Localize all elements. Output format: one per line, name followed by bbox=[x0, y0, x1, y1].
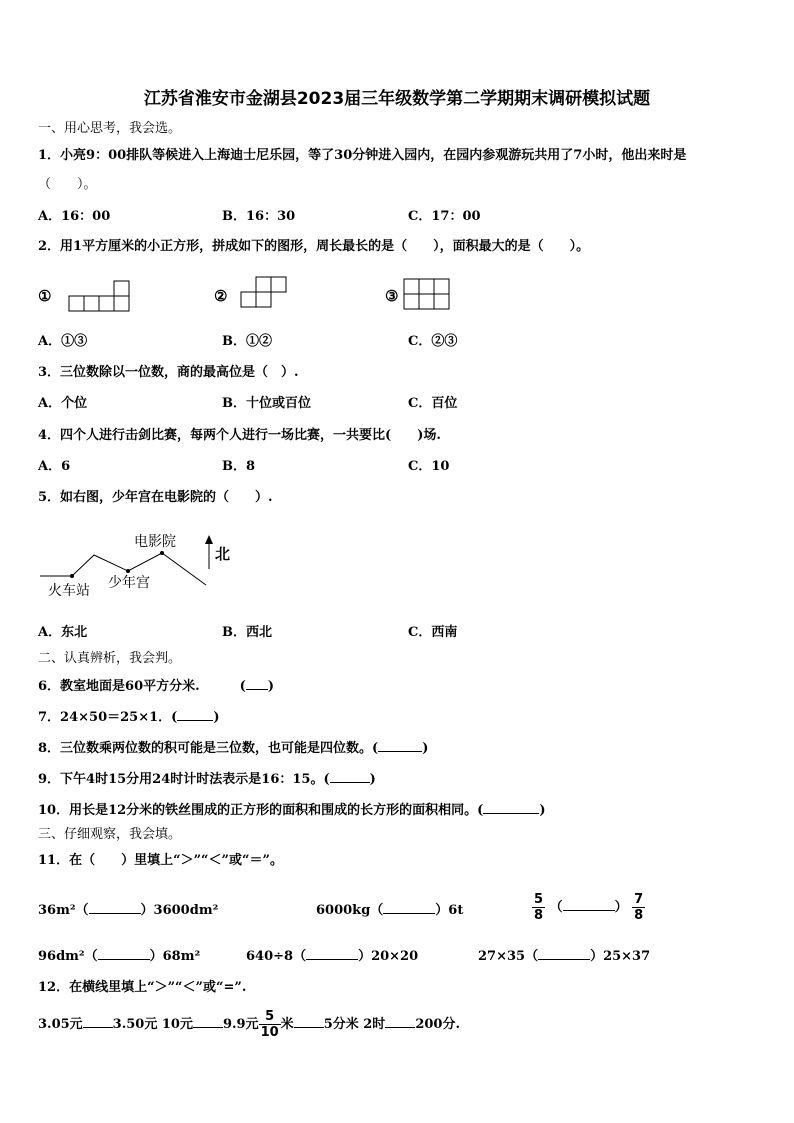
q3-option-a: A．个位 bbox=[38, 396, 88, 411]
q5-map bbox=[38, 525, 238, 605]
station-dot bbox=[70, 574, 74, 578]
q3-option-c: C．百位 bbox=[408, 396, 458, 411]
question-6: 6．教室地面是60平方分米. ( ) bbox=[38, 676, 274, 696]
palace-dot bbox=[126, 569, 130, 573]
q2-option-a: A．①③ bbox=[38, 334, 88, 349]
q11-item-5: 640÷8（ ）20×20 bbox=[246, 946, 418, 966]
figure-2-squares bbox=[240, 276, 290, 312]
question-9: 9．下午4时15分用24时计时法表示是16：15。( ) bbox=[38, 769, 376, 789]
north-label: 北 bbox=[215, 545, 231, 563]
q5-option-c: C．西南 bbox=[408, 625, 458, 640]
q10-answer-blank[interactable] bbox=[483, 800, 539, 814]
question-3: 3．三位数除以一位数，商的最高位是（ ）. bbox=[38, 365, 299, 380]
fraction-5-8: $\frac{5}{8}$ bbox=[534, 892, 544, 923]
question-4: 4．四个人进行击剑比赛，每两个人进行一场比赛，一共要比( )场. bbox=[38, 428, 441, 443]
q11-blank-3[interactable] bbox=[563, 897, 615, 911]
q11-item-2: 6000kg（ ）6t bbox=[316, 900, 463, 920]
q1-option-c: C．17：00 bbox=[408, 209, 481, 224]
cinema-label: 电影院 bbox=[134, 534, 176, 550]
question-11: 11．在（ ）里填上“＞”“＜”或“＝”。 bbox=[38, 853, 283, 868]
q5-option-b: B．西北 bbox=[222, 625, 272, 640]
q1-option-b: B．16：30 bbox=[222, 209, 296, 224]
q11-blank-6[interactable] bbox=[538, 946, 590, 960]
q8-answer-blank[interactable] bbox=[378, 738, 422, 752]
q4-option-c: C．10 bbox=[408, 459, 450, 474]
q6-answer-blank[interactable] bbox=[246, 676, 268, 690]
q11-item-1: 36m²（ ）3600dm² bbox=[38, 900, 218, 920]
station-label: 火车站 bbox=[48, 583, 90, 599]
q12-blank-4[interactable] bbox=[385, 1014, 415, 1028]
question-7: 7．24×50＝25×1．( ) bbox=[38, 707, 219, 727]
q5-option-a: A．东北 bbox=[38, 625, 88, 640]
q11-item-4: 96dm²（ ）68m² bbox=[38, 946, 200, 966]
question-12: 12．在横线里填上“＞”“＜”或“=”. bbox=[38, 980, 247, 995]
q11-blank-5[interactable] bbox=[306, 946, 358, 960]
q12-items: 3.05元 3.50元 10元 9.9元 $\frac{5}{10}$ 米 5分米 2时 200分. bbox=[38, 1009, 460, 1040]
q4-option-a: A．6 bbox=[38, 459, 71, 474]
question-2: 2．用1平方厘米的小正方形，拼成如下的图形，周长最长的是（ ），面积最大的是（ ）。 bbox=[38, 239, 590, 254]
question-1-blank: （ ）。 bbox=[38, 177, 97, 192]
fraction-5-10: $\frac{5}{10}$ bbox=[260, 1009, 279, 1040]
question-10: 10．用长是12分米的铁丝围成的正方形的面积和围成的长方形的面积相同。( ) bbox=[38, 800, 546, 820]
q12-blank-1[interactable] bbox=[83, 1014, 113, 1028]
figure-1-squares bbox=[68, 280, 132, 312]
q11-blank-1[interactable] bbox=[89, 900, 141, 914]
question-5: 5．如右图，少年宫在电影院的（ ）. bbox=[38, 490, 273, 505]
q11-blank-2[interactable] bbox=[383, 900, 435, 914]
page-title: 江苏省淮安市金湖县2023届三年级数学第二学期期末调研模拟试题 bbox=[143, 89, 651, 109]
q11-blank-4[interactable] bbox=[98, 946, 150, 960]
figure-3-squares bbox=[403, 278, 453, 312]
section-1-heading: 一、用心思考，我会选。 bbox=[38, 121, 182, 136]
q11-item-3: $\frac{5}{8}$ （ ） $\frac{7}{8}$ bbox=[534, 892, 644, 923]
q11-item-6: 27×35（ ）25×37 bbox=[478, 946, 650, 966]
q9-answer-blank[interactable] bbox=[330, 769, 370, 783]
cinema-dot bbox=[160, 551, 164, 555]
figure-2-label: ② bbox=[214, 287, 228, 305]
q2-option-c: C．②③ bbox=[408, 334, 458, 349]
q12-blank-2[interactable] bbox=[193, 1014, 223, 1028]
q12-blank-3[interactable] bbox=[294, 1014, 324, 1028]
q3-option-b: B．十位或百位 bbox=[222, 396, 311, 411]
section-3-heading: 三、仔细观察，我会填。 bbox=[38, 827, 182, 842]
fraction-7-8: $\frac{7}{8}$ bbox=[634, 892, 644, 923]
q2-option-b: B．①② bbox=[222, 334, 272, 349]
q7-answer-blank[interactable] bbox=[177, 707, 213, 721]
q4-option-b: B．8 bbox=[222, 459, 256, 474]
figure-1-label: ① bbox=[38, 287, 52, 305]
figure-3-label: ③ bbox=[385, 287, 399, 305]
section-2-heading: 二、认真辨析，我会判。 bbox=[38, 651, 182, 666]
q1-option-a: A．16：00 bbox=[38, 209, 111, 224]
question-8: 8．三位数乘两位数的积可能是三位数，也可能是四位数。( ) bbox=[38, 738, 428, 758]
question-1: 1．小亮9：00排队等候进入上海迪士尼乐园，等了30分钟进入园内，在园内参观游玩共用了7小时，他出来时是 bbox=[38, 148, 687, 163]
palace-label: 少年宫 bbox=[108, 575, 150, 591]
